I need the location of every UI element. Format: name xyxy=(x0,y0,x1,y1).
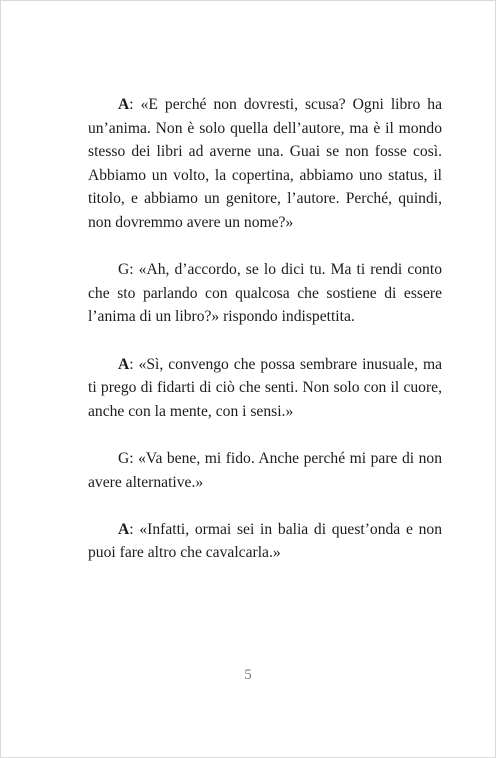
dialogue-text xyxy=(88,93,442,565)
dialogue-paragraph xyxy=(88,93,442,235)
page-number: 5 xyxy=(244,667,252,683)
paragraph-text: «Ah, d’accordo, se lo dici tu. Ma ti rendi conto che sto parlando con qualcosa che sostiene di essere l’anima di un libro?» rispondo indispettita. xyxy=(88,261,442,326)
paragraph-text: «E perché non dovresti, scusa? Ogni libro ha un’anima. Non è solo quella dell’autore, ma è il mondo stesso dei libri ad averne una. Guai se non fosse così. Abbiamo un volto, la copertina, abbiamo uno status, il titolo, e abbiamo un genitore, l’autore. Perché, quindi, non dovremmo avere un nome?» xyxy=(88,96,442,231)
dialogue-paragraph xyxy=(88,258,442,329)
speaker-separator: : xyxy=(129,96,141,113)
speaker-label: G xyxy=(118,261,130,279)
speaker-separator: : xyxy=(129,449,139,467)
dialogue-paragraph xyxy=(88,353,442,424)
paragraph-text: «Infatti, ormai sei in balia di quest’onda e non puoi fare altro che cavalcarla.» xyxy=(88,520,442,562)
dialogue-paragraph xyxy=(88,518,442,565)
speaker-label: A xyxy=(118,520,130,538)
paragraph-text: «Sì, convengo che possa sembrare inusuale, ma ti prego di fidarti di ciò che senti. Non solo con il cuore, anche con la mente, con i sensi.» xyxy=(88,355,442,420)
dialogue-paragraph xyxy=(88,447,442,494)
speaker-label: A xyxy=(118,355,130,373)
speaker-separator: : xyxy=(129,355,139,373)
speaker-separator: : xyxy=(129,520,140,538)
speaker-separator: : xyxy=(129,261,139,279)
speaker-label: G xyxy=(118,449,130,467)
speaker-label: A xyxy=(118,96,130,113)
paragraph-text: «Va bene, mi fido. Anche perché mi pare di non avere alternative.» xyxy=(88,449,443,491)
